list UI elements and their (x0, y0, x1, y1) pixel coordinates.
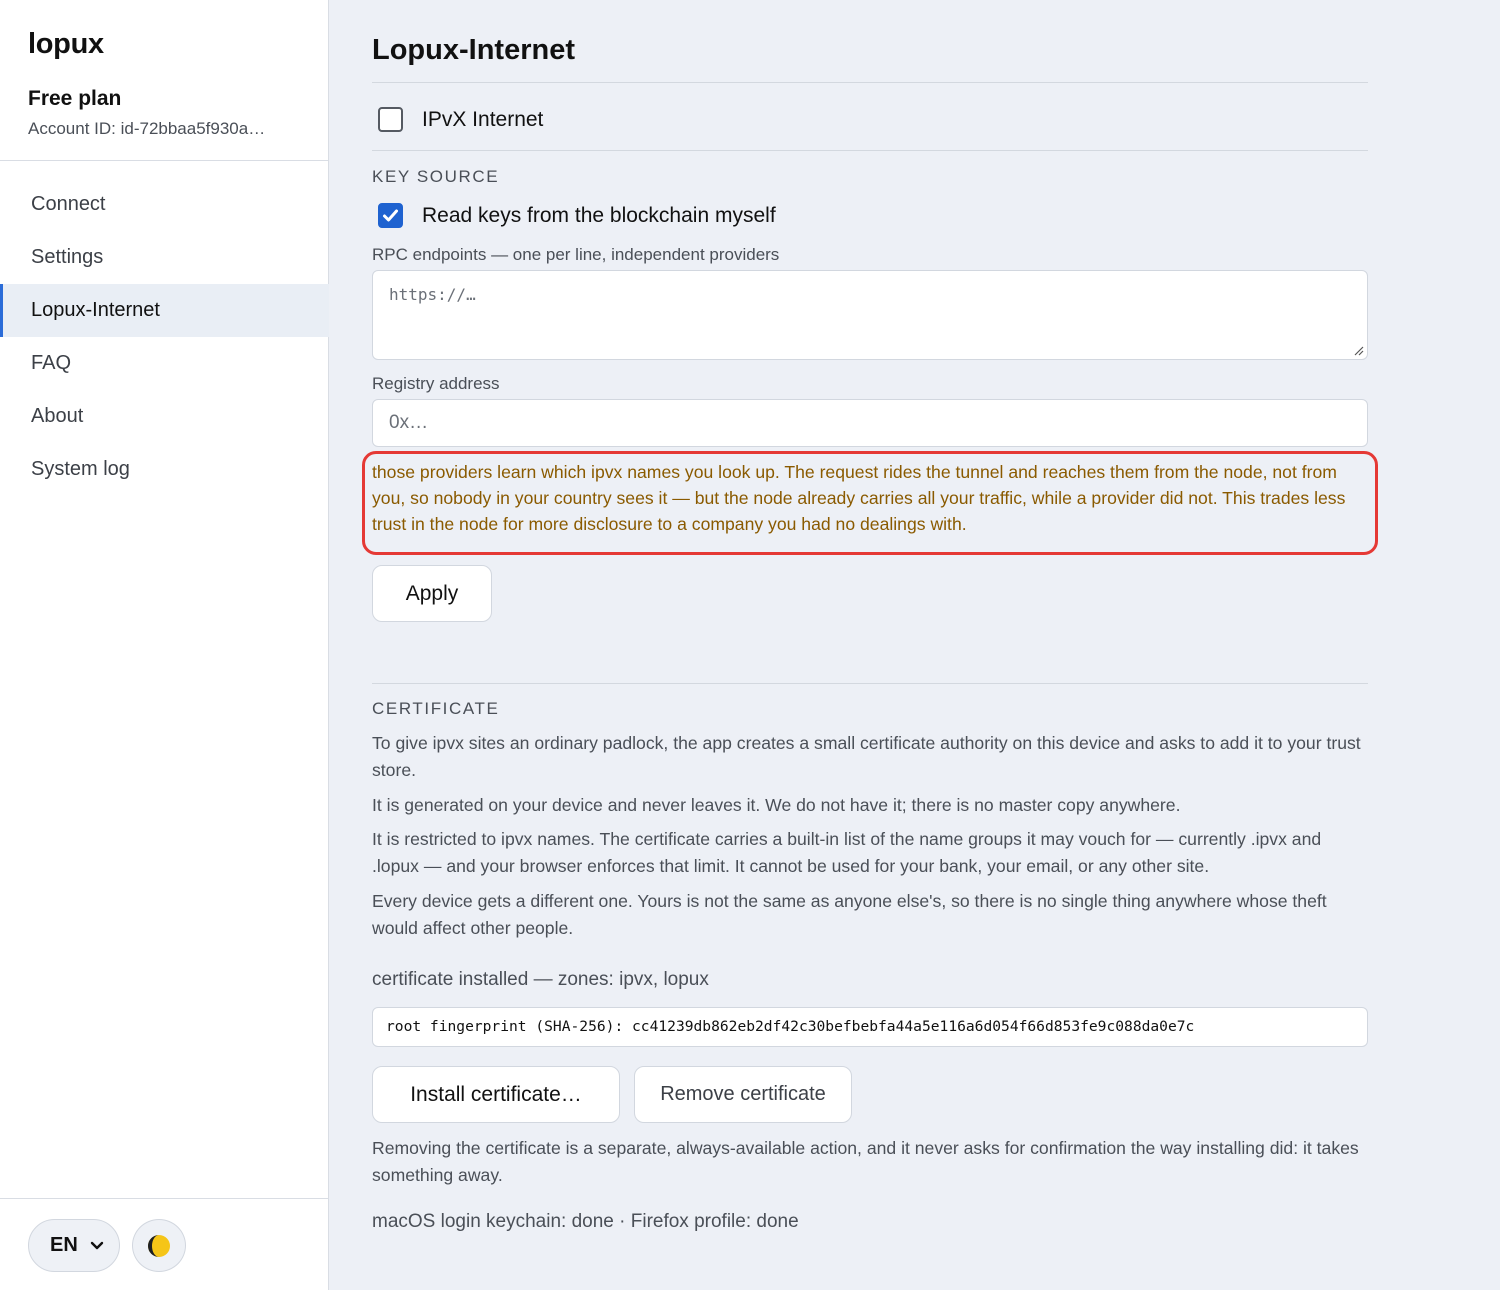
key-source-heading: KEY SOURCE (372, 167, 500, 186)
language-value: EN (50, 1234, 78, 1256)
half-moon-icon (146, 1233, 172, 1259)
remove-certificate-note: Removing the certificate is a separate, always-available action, and it never asks for confirmation the way installing did: it takes something away. (372, 1138, 1359, 1185)
ipvx-internet-toggle[interactable] (378, 107, 543, 132)
ipvx-internet-label: IPvX Internet (422, 107, 544, 131)
sidebar-divider (0, 160, 329, 161)
registry-address-input[interactable]: 0x… (372, 399, 1368, 447)
sidebar-item-connect[interactable]: Connect (31, 193, 106, 215)
certificate-paragraph: Every device gets a different one. Yours is not the same as anyone else's, so there is no single thing anywhere whose theft would affect other people. (372, 891, 1327, 938)
read-keys-toggle[interactable] (378, 203, 776, 228)
apply-button[interactable]: Apply (372, 565, 492, 622)
provider-disclosure-warning: those providers learn which ipvx names you look up. The request rides the tunnel and reaches them from the node, not from you, so nobody in your country sees it — but the node already carries all your traffic, while a provider did not. This trades less trust in the node for more disclosure to a company you had no dealings with. (372, 462, 1346, 534)
sidebar-item-settings[interactable]: Settings (31, 246, 104, 268)
ipvx-internet-checkbox[interactable] (378, 107, 403, 132)
chevron-down-icon (87, 1235, 107, 1255)
sidebar-nav (0, 178, 329, 496)
read-keys-label: Read keys from the blockchain myself (422, 203, 776, 227)
language-select[interactable] (28, 1219, 120, 1272)
certificate-paragraph: It is restricted to ipvx names. The certificate carries a built-in list of the name groups it may vouch for — currently .ipvx and .lopux — and your browser enforces that limit. It cannot be used for your bank, your email, or any other site. (372, 829, 1322, 876)
certificate-status: certificate installed — zones: ipvx, lopux (372, 969, 709, 990)
brand-logo-text: lopux (28, 28, 104, 60)
page-title: Lopux-Internet (372, 34, 575, 66)
certificate-paragraph: To give ipvx sites an ordinary padlock, the app creates a small certificate authority on this device and asks to add it to your trust store. (372, 733, 1361, 780)
read-keys-checkbox[interactable] (378, 203, 403, 228)
account-id: Account ID: id-72bbaa5f930a… (28, 119, 266, 138)
sidebar-footer-divider (0, 1198, 329, 1199)
checkmark-icon (381, 206, 400, 225)
remove-certificate-button[interactable]: Remove certificate (634, 1066, 852, 1123)
divider (372, 683, 1368, 684)
rpc-endpoints-label: RPC endpoints — one per line, independent providers (372, 245, 780, 264)
resize-grip-icon[interactable] (1352, 344, 1364, 356)
sidebar-item-system-log[interactable]: System log (31, 458, 130, 480)
plan-name: Free plan (28, 87, 122, 110)
rpc-endpoints-textarea[interactable] (372, 270, 1368, 360)
sidebar-item-faq[interactable]: FAQ (31, 352, 72, 374)
root-fingerprint-field[interactable]: root fingerprint (SHA-256): cc41239db862eb2df42c30befbebfa44a5e116a6d054f66d853fe9c088da0e7c (372, 1007, 1368, 1047)
divider (372, 82, 1368, 83)
divider (372, 150, 1368, 151)
sidebar-item-about[interactable]: About (31, 405, 84, 427)
rpc-endpoints-placeholder: https://… (389, 285, 476, 304)
certificate-paragraph: It is generated on your device and never leaves it. We do not have it; there is no master copy anywhere. (372, 795, 1181, 815)
certificate-heading: CERTIFICATE (372, 699, 500, 718)
sidebar (0, 0, 329, 1290)
sidebar-item-lopux-internet[interactable]: Lopux-Internet (0, 284, 329, 337)
theme-toggle-button[interactable] (132, 1219, 186, 1272)
registry-address-label: Registry address (372, 374, 500, 393)
install-certificate-button[interactable]: Install certificate… (372, 1066, 620, 1123)
keychain-status: macOS login keychain: done · Firefox profile: done (372, 1211, 799, 1232)
